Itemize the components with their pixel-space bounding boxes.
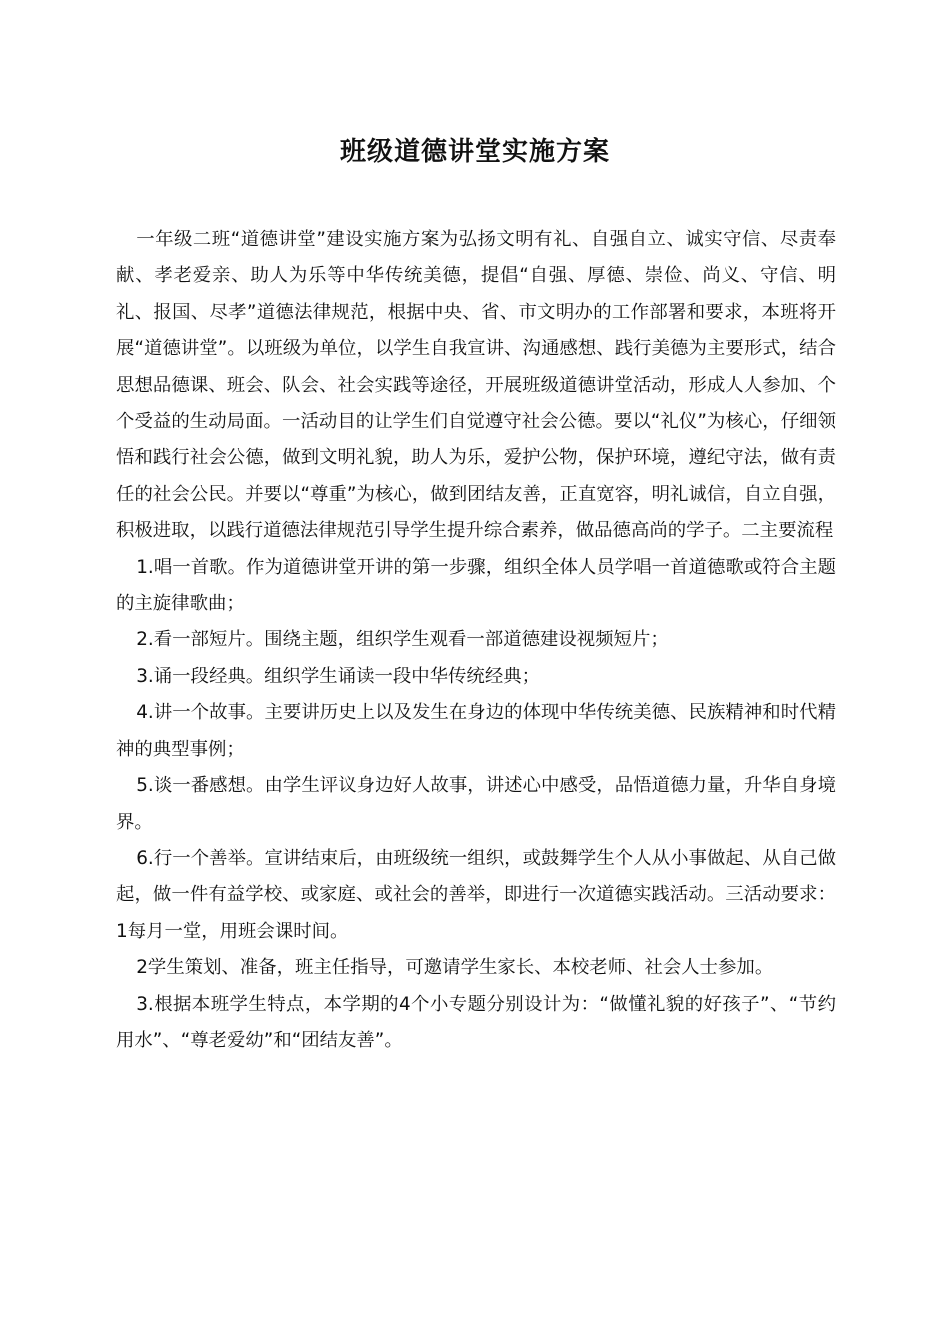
requirement-3-paragraph: 3.根据本班学生特点，本学期的4个小专题分别设计为：“做懂礼貌的好孩子”、“节约用水”、“尊老爱幼”和“团结友善”。 — [116, 993, 836, 1051]
document-title: 班级道德讲堂实施方案 — [339, 137, 610, 167]
document-body — [116, 222, 836, 1059]
intro-paragraph: 一年级二班“道德讲堂”建设实施方案为弘扬文明有礼、自强自立、诚实守信、尽责奉献、孝老爱亲、助人为乐等中华传统美德，提倡“自强、厚德、崇俭、尚义、守信、明礼、报国、尽孝”道德法律规范，根据中央、省、市文明办的工作部署和要求，本班将开展“道德讲堂”。以班级为单位，以学生自我宣讲、沟通感想、践行美德为主要形式，结合思想品德课、班会、队会、社会实践等途径，开展班级道德讲堂活动，形成人人参加、个个受益的生动局面。一活动目的让学生们自觉遵守社会公德。要以“礼仪”为核心，仔细领悟和践行社会公德，做到文明礼貌，助人为乐，爱护公物，保护环境，遵纪守法，做有责任的社会公民。并要以“尊重”为核心，做到团结友善，正直宽容，明礼诚信，自立自强，积极进取，以践行道德法律规范引导学生提升综合素养，做品德高尚的学子。二主要流程 — [116, 229, 836, 542]
step-1-paragraph: 1.唱一首歌。作为道德讲堂开讲的第一步骤，组织全体人员学唱一首道德歌或符合主题的主旋律歌曲； — [116, 556, 836, 615]
requirement-2-paragraph: 2学生策划、准备，班主任指导，可邀请学生家长、本校老师、社会人士参加。 — [136, 957, 774, 979]
step-2-paragraph: 2.看一部短片。围绕主题，组织学生观看一部道德建设视频短片； — [136, 629, 669, 651]
step-5-paragraph: 5.谈一番感想。由学生评议身边好人故事，讲述心中感受，品悟道德力量，升华自身境界。 — [116, 775, 836, 833]
step-4-paragraph: 4.讲一个故事。主要讲历史上以及发生在身边的体现中华传统美德、民族精神和时代精神的典型事例； — [116, 702, 836, 760]
step-3-paragraph: 3.诵一段经典。组织学生诵读一段中华传统经典； — [136, 665, 540, 687]
step-6-paragraph: 6.行一个善举。宣讲结束后，由班级统一组织，或鼓舞学生个人从小事做起、从自己做起，做一件有益学校、或家庭、或社会的善举，即进行一次道德实践活动。三活动要求：1每月一堂，用班会课时间。 — [116, 847, 836, 942]
